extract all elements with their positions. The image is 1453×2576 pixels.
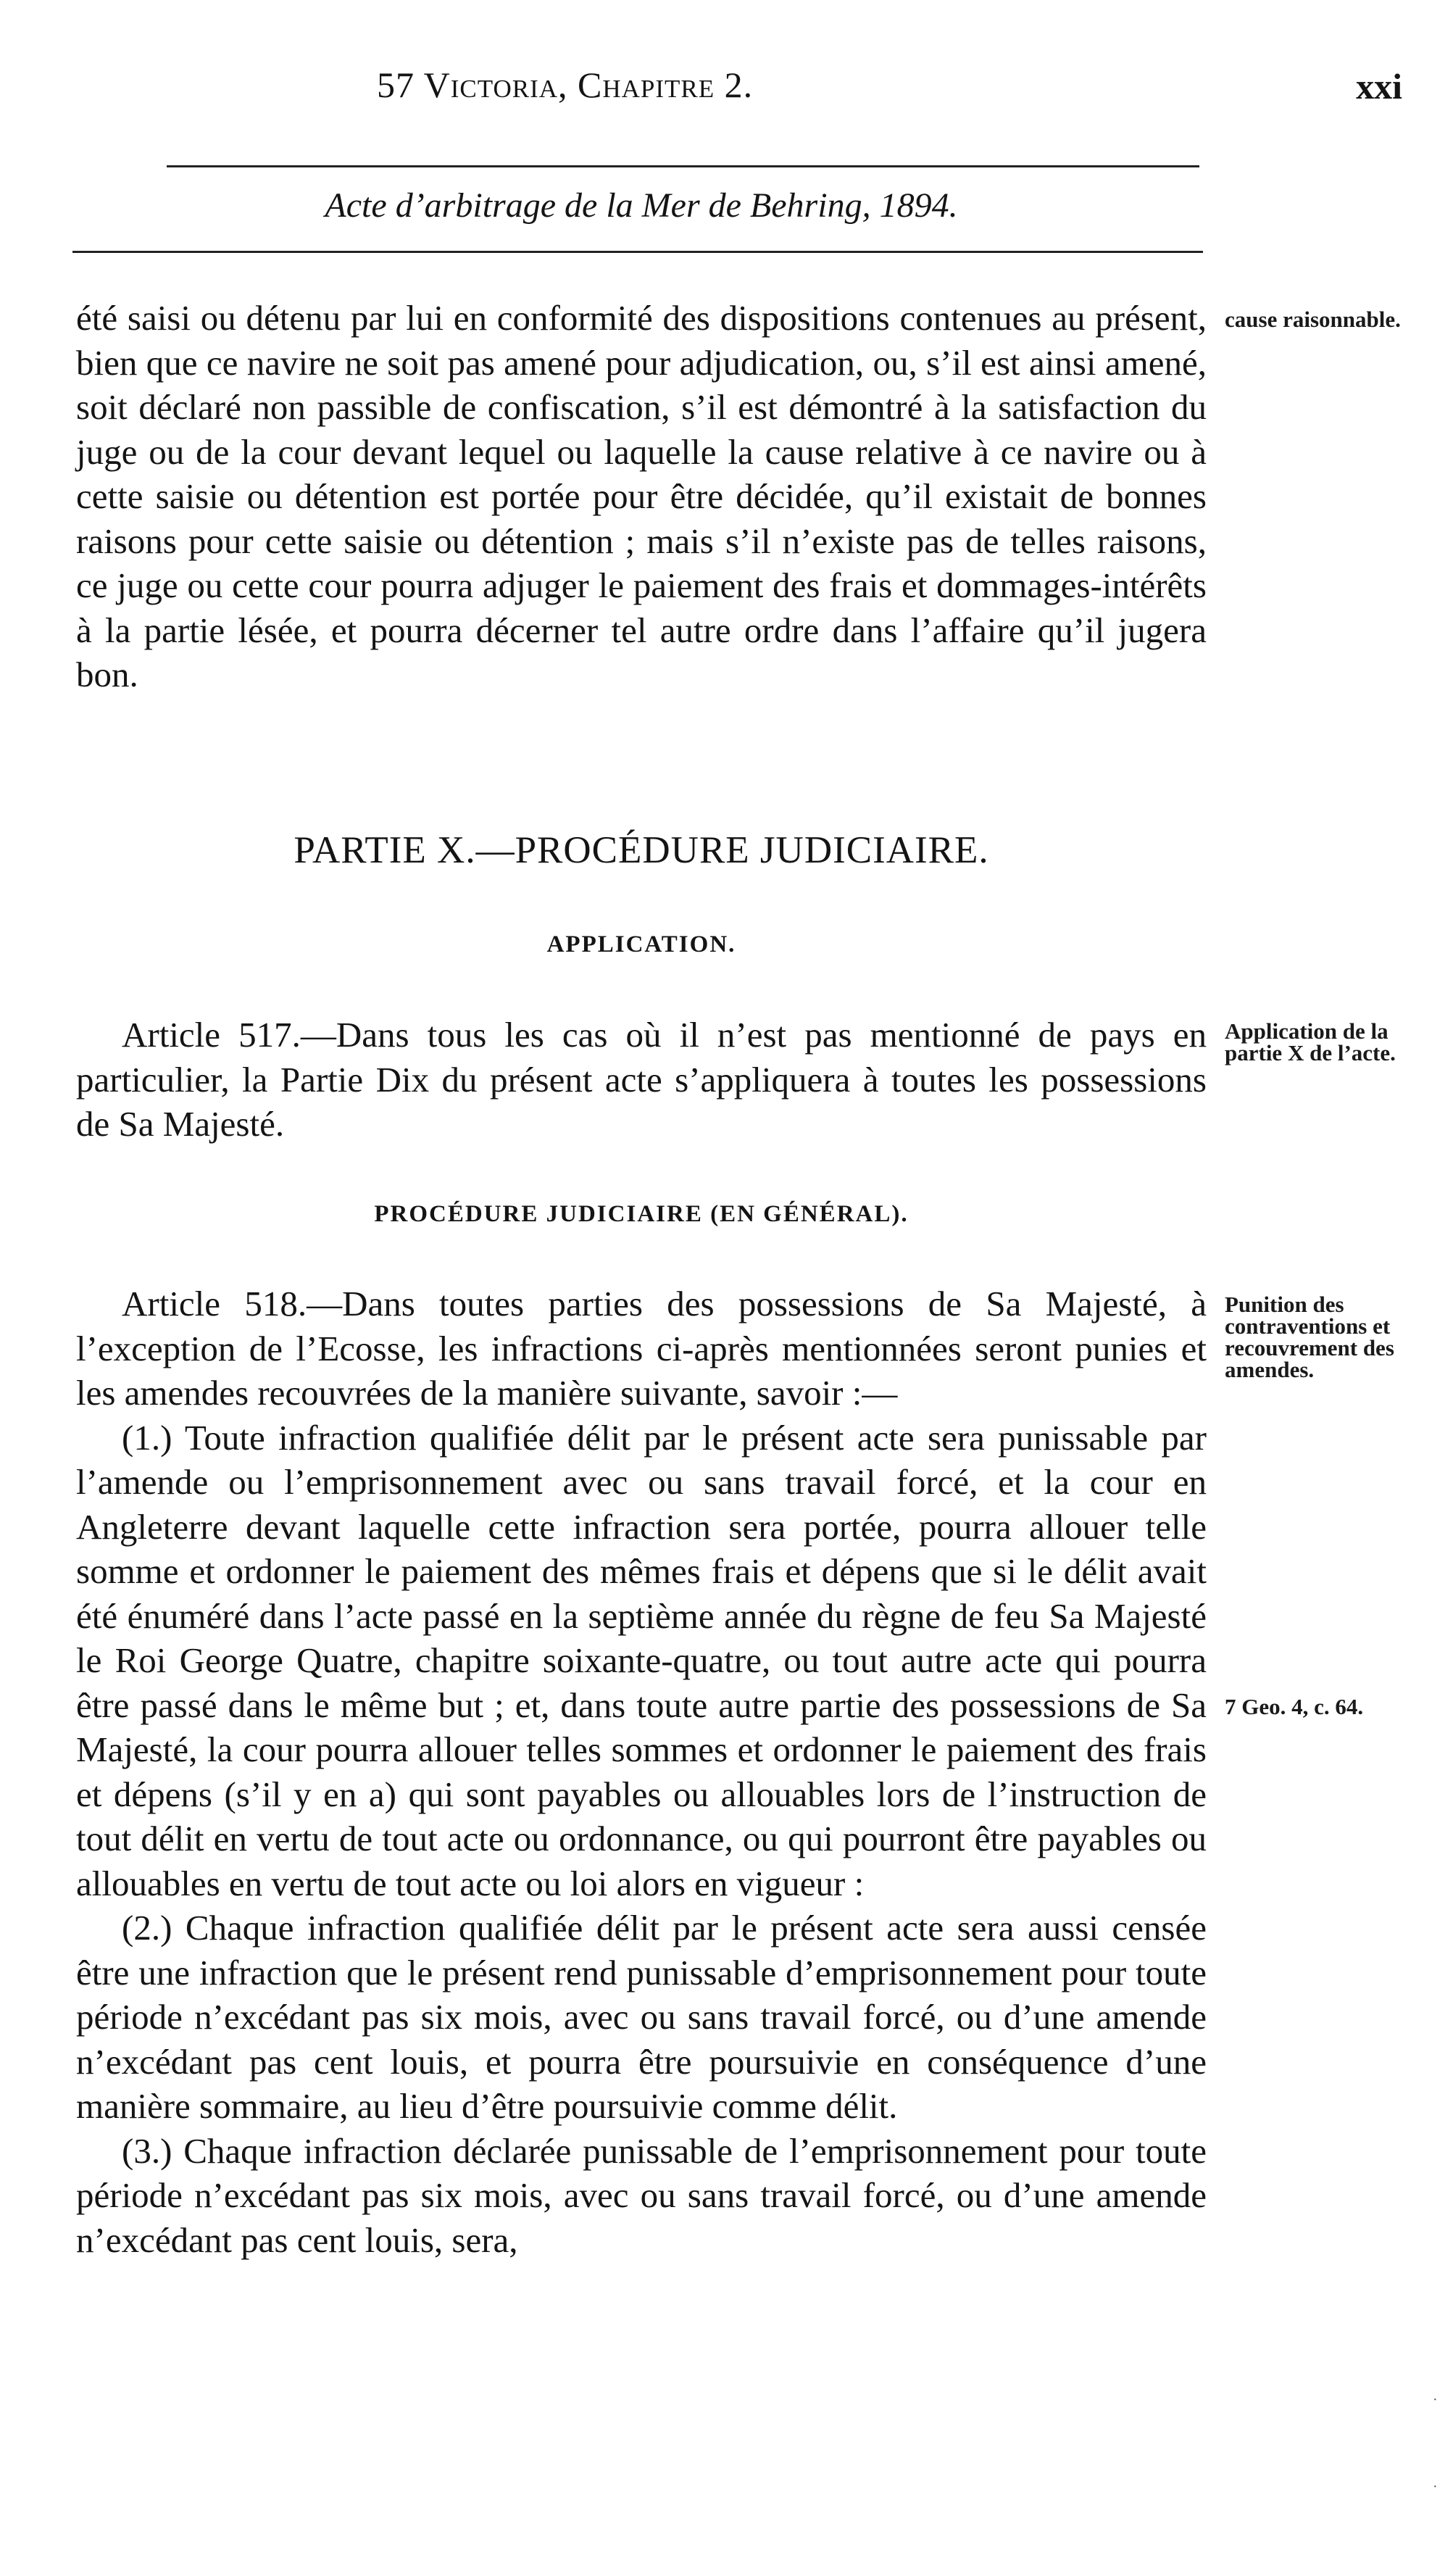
act-title: Acte d’arbitrage de la Mer de Behring, 1894. xyxy=(325,186,958,225)
continuation-paragraph xyxy=(76,296,1207,697)
header-rule-top xyxy=(167,165,1199,167)
scan-speck: · xyxy=(1433,2479,1438,2495)
article-518-intro: Article 518.—Dans toutes parties des possessions de Sa Majesté, à l’exception de l’Ecosse, les infractions ci-après mentionnées seront punies et les amendes recouvrées de la manière suivante, savoir :— xyxy=(76,1284,1207,1413)
page-number: xxi xyxy=(1356,66,1402,107)
part-heading: PARTIE X.—PROCÉDURE JUDICIAIRE. xyxy=(293,829,989,871)
article-517-text: Article 517.—Dans tous les cas où il n’est pas mentionné de pays en particulier, la Partie Dix du présent acte s’appliquera à toutes les possessions de Sa Majesté. xyxy=(76,1015,1207,1144)
marginal-note-punition: Punition des contraventions et recouvrement des amendes. xyxy=(1225,1292,1394,1382)
section-heading-general: PROCÉDURE JUDICIAIRE (EN GÉNÉRAL). xyxy=(374,1201,909,1227)
running-head: 57 Victoria, Chapitre 2. xyxy=(377,65,754,105)
marginal-note-application: Application de la partie X de l’acte. xyxy=(1225,1018,1396,1065)
running-head-chapter: Chapitre 2. xyxy=(578,65,754,105)
article-518-clause-1: (1.) Toute infraction qualifiée délit par le présent acte sera punissable par l’amende ou l’emprisonnement avec ou sans travail forcé, et la cour en Angleterre devant laquelle cette infraction sera portée, pourra allouer telle somme et ordonner le paiement des mêmes frais et dépens que si le délit avait été énuméré dans l’acte passé en la septième année du règne de feu Sa Majesté le Roi George Quatre, chapitre soixante-quatre, ou tout autre acte qui pourra être passé dans le même but ; et, dans toute autre partie des possessions de Sa Majesté, la cour pourra allouer telles sommes et ordonner le paiement des frais et dépens (s’il y en a) qui sont payables ou allouables lors de l’instruction de tout délit en vertu de tout acte ou ordonnance, ou qui pourront être payables ou allouables en vertu de tout acte ou loi alors en vigueur : xyxy=(76,1417,1207,1903)
section-heading-application: APPLICATION. xyxy=(546,931,736,957)
marginal-note-reference: 7 Geo. 4, c. 64. xyxy=(1225,1694,1364,1719)
marginal-note-cause: cause raisonnable. xyxy=(1225,307,1401,332)
scan-speck: · xyxy=(1433,2392,1438,2408)
article-518-clause-3: (3.) Chaque infraction déclarée punissable de l’emprisonnement pour toute période n’excédant pas six mois, avec ou sans travail forcé, ou d’une amende n’excédant pas cent louis, sera, xyxy=(76,2130,1207,2260)
article-517 xyxy=(76,1013,1207,1147)
article-518-clause-2: (2.) Chaque infraction qualifiée délit par le présent acte sera aussi censée être une infraction que le présent rend punissable d’emprisonnement pour toute période n’excédant pas six mois, avec ou sans travail forcé, ou d’une amende n’excédant pas cent louis, et pourra être poursuivie en conséquence d’une manière sommaire, au lieu d’être poursuivie comme délit. xyxy=(76,1908,1207,2126)
header-rule-bottom xyxy=(72,251,1203,253)
article-518 xyxy=(76,1281,1207,2262)
continuation-text: été saisi ou détenu par lui en conformité des dispositions contenues au présent, bien que ce navire ne soit pas amené pour adjudication, ou, s’il est ainsi amené, soit déclaré non passible de confiscation, s’il est démontré à la satisfaction du juge ou de la cour devant lequel ou laquelle la cause relative à ce navire ou à cette saisie ou détention est portée pour être décidée, qu’il existait de bonnes raisons pour cette saisie ou détention ; mais s’il n’existe pas de telles raisons, ce juge ou cette cour pourra adjuger le paiement des frais et dommages-intérêts à la partie lésée, et pourra décerner tel autre ordre dans l’affaire qu’il jugera bon. xyxy=(76,298,1207,694)
running-head-number: 57 Victoria xyxy=(377,65,559,105)
